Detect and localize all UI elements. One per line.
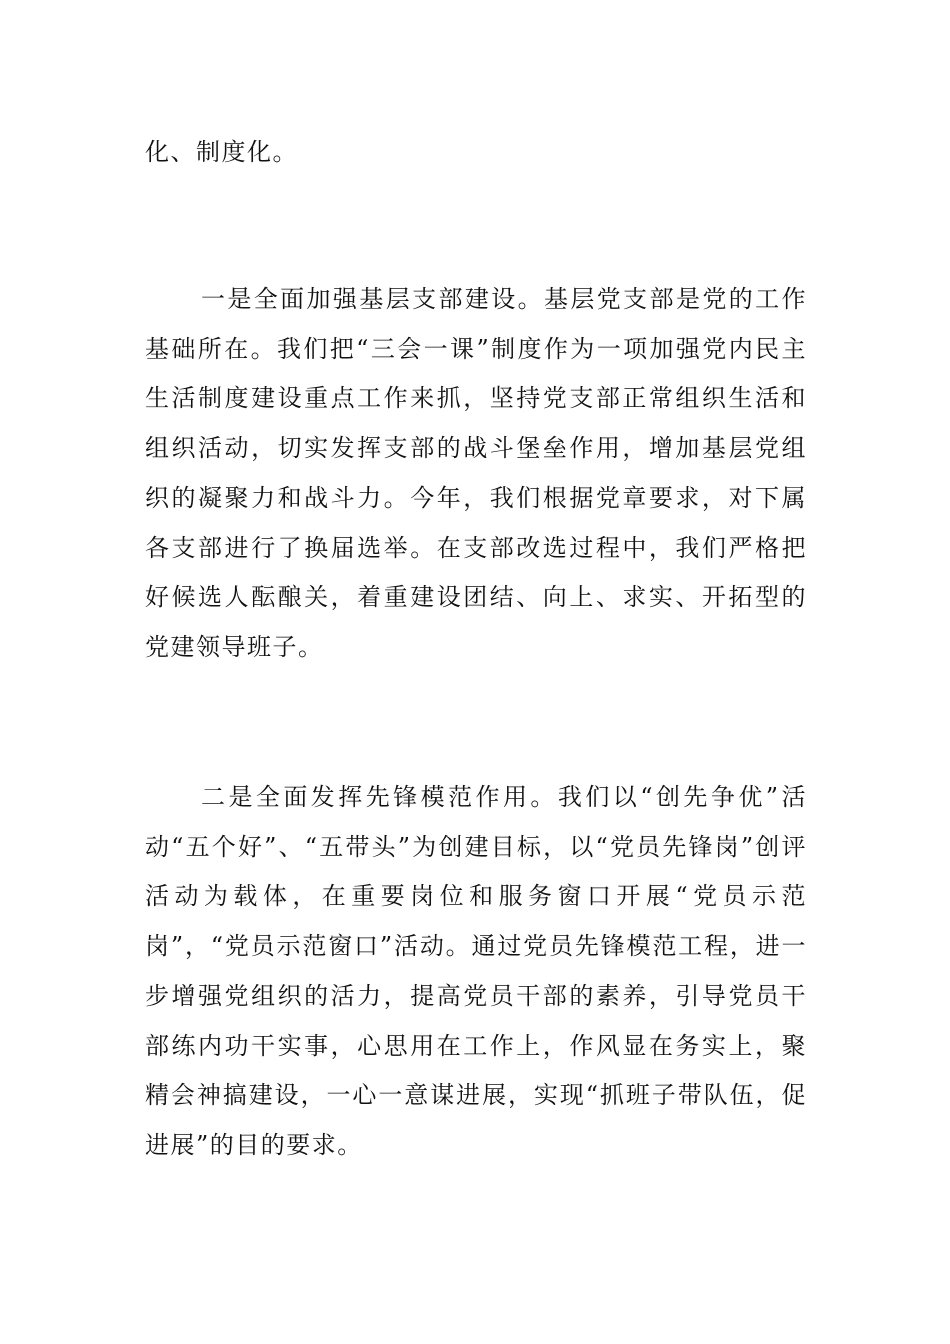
paragraph-continuation: 化、制度化。 [145, 138, 298, 166]
paragraph-vanguard-role: 二是全面发挥先锋模范作用。我们以“创先争优”活动“五个好”、“五带头”为创建目标，以“党员先锋岗”创评活动为载体，在重要岗位和服务窗口开展“党员示范岗”，“党员示范窗口”活动。通过党员先锋模范工程，进一步增强党组织的活力，提高党员干部的素养，引导党员干部练内功干实事，心思用在工作上，作风显在务实上，聚精会神搞建设，一心一意谋进展，实现“抓班子带队伍，促进展”的目的要求。 [145, 783, 807, 1159]
paragraph-branch-building: 一是全面加强基层支部建设。基层党支部是党的工作基础所在。我们把“三会一课”制度作为一项加强党内民主生活制度建设重点工作来抓，坚持党支部正常组织生活和组织活动，切实发挥支部的战斗堡垒作用，增加基层党组织的凝聚力和战斗力。今年，我们根据党章要求，对下属各支部进行了换届选举。在支部改选过程中，我们严格把好候选人酝酿关，着重建设团结、向上、求实、开拓型的党建领导班子。 [145, 285, 807, 661]
